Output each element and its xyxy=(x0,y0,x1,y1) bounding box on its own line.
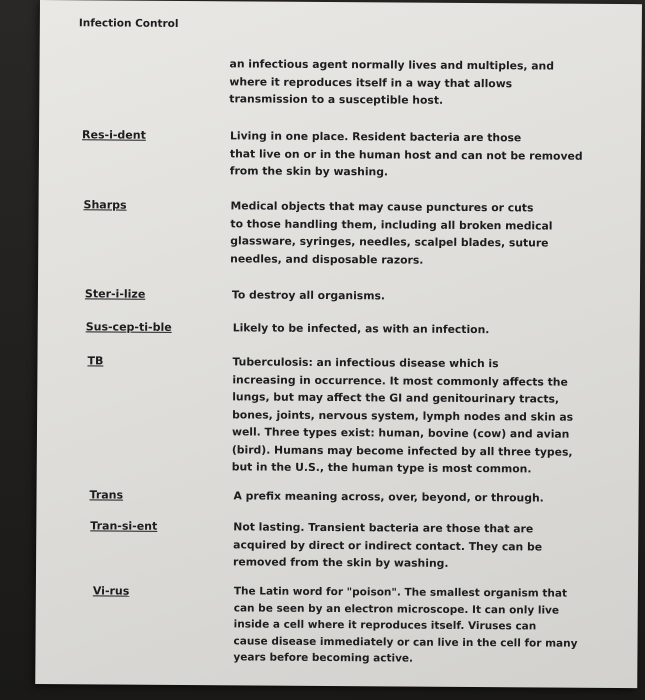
glossary-entry xyxy=(38,285,638,303)
entry-term: Vi-rus xyxy=(92,584,130,598)
definition-line: To destroy all organisms. xyxy=(231,288,386,303)
definition-line: from the skin by washing. xyxy=(229,164,389,179)
entry-definition xyxy=(233,319,490,338)
glossary-entry xyxy=(36,582,636,665)
entry-term: Res-i-dent xyxy=(82,128,146,142)
entry-term: Trans xyxy=(89,488,124,502)
entry-definition xyxy=(229,55,554,110)
definition-line: years before becoming active. xyxy=(233,651,414,665)
entry-definition xyxy=(233,518,542,573)
definition-line: lungs, but may affect the GI and genitourinary tracts, xyxy=(232,390,560,406)
glossary-entry xyxy=(39,126,639,179)
definition-line: (bird). Humans may become infected by all three types, xyxy=(231,442,573,459)
definition-line: cause disease immediately or can live in the cell for many xyxy=(233,634,578,650)
definition-line: well. Three types exist: human, bovine (cow) and avian xyxy=(231,425,570,441)
entry-definition xyxy=(233,487,543,507)
entry-term: TB xyxy=(87,354,104,368)
entry-definition xyxy=(230,197,553,269)
definition-line: increasing in occurrence. It most commonly affects the xyxy=(232,372,568,389)
definition-line: needles, and disposable razors. xyxy=(230,251,424,267)
definition-line: to those handling them, including all broken medical xyxy=(230,216,553,233)
glossary-entry xyxy=(39,196,639,267)
definition-line: Likely to be infected, as with an infection. xyxy=(232,321,490,337)
entry-definition xyxy=(232,353,574,478)
glossary-entry xyxy=(37,486,637,505)
definition-line: bones, joints, nervous system, lymph nodes and skin as xyxy=(232,407,574,424)
document-title: Infection Control xyxy=(78,17,179,30)
definition-line: A prefix meaning across, over, beyond, or through. xyxy=(233,489,544,505)
entry-definition xyxy=(230,127,583,182)
glossary-entry xyxy=(38,352,638,476)
definition-line: removed from the skin by washing. xyxy=(233,555,449,570)
definition-line: where it reproduces itself in a way that allows xyxy=(229,74,513,90)
definition-line: acquired by direct or indirect contact. They can be xyxy=(233,537,543,554)
definition-line: Tuberculosis: an infectious disease which is xyxy=(232,355,499,371)
glossary-entry xyxy=(36,517,636,570)
entry-term: Tran-si-ent xyxy=(90,519,158,533)
definition-line: transmission to a susceptible host. xyxy=(229,92,444,107)
definition-line: Not lasting. Transient bacteria are those that are xyxy=(233,520,534,536)
definition-line: but in the U.S., the human type is most common. xyxy=(231,460,532,476)
definition-line: an infectious agent normally lives and multiples, and xyxy=(229,57,555,73)
entry-term: Ster-i-lize xyxy=(84,287,146,301)
document-page xyxy=(35,0,642,688)
entry-definition xyxy=(232,286,385,305)
definition-line: glassware, syringes, needles, scalpel blades, suture xyxy=(230,234,549,250)
definition-line: Medical objects that may cause punctures or cuts xyxy=(230,199,534,215)
definition-line: The Latin word for "poison". The smallest organism that xyxy=(233,585,568,600)
entry-term: Sharps xyxy=(83,198,127,212)
definition-line: can be seen by an electron microscope. It can only live xyxy=(233,601,560,617)
glossary-entry xyxy=(40,54,640,107)
definition-line: that live on or in the human host and can not be removed xyxy=(229,146,583,163)
glossary-entry xyxy=(38,318,638,337)
entry-term: Sus-cep-ti-ble xyxy=(85,320,172,334)
definition-line: Living in one place. Resident bacteria are those xyxy=(230,129,522,145)
definition-line: inside a cell where it reproduces itself. Viruses can xyxy=(233,618,537,633)
entry-definition xyxy=(233,583,577,668)
